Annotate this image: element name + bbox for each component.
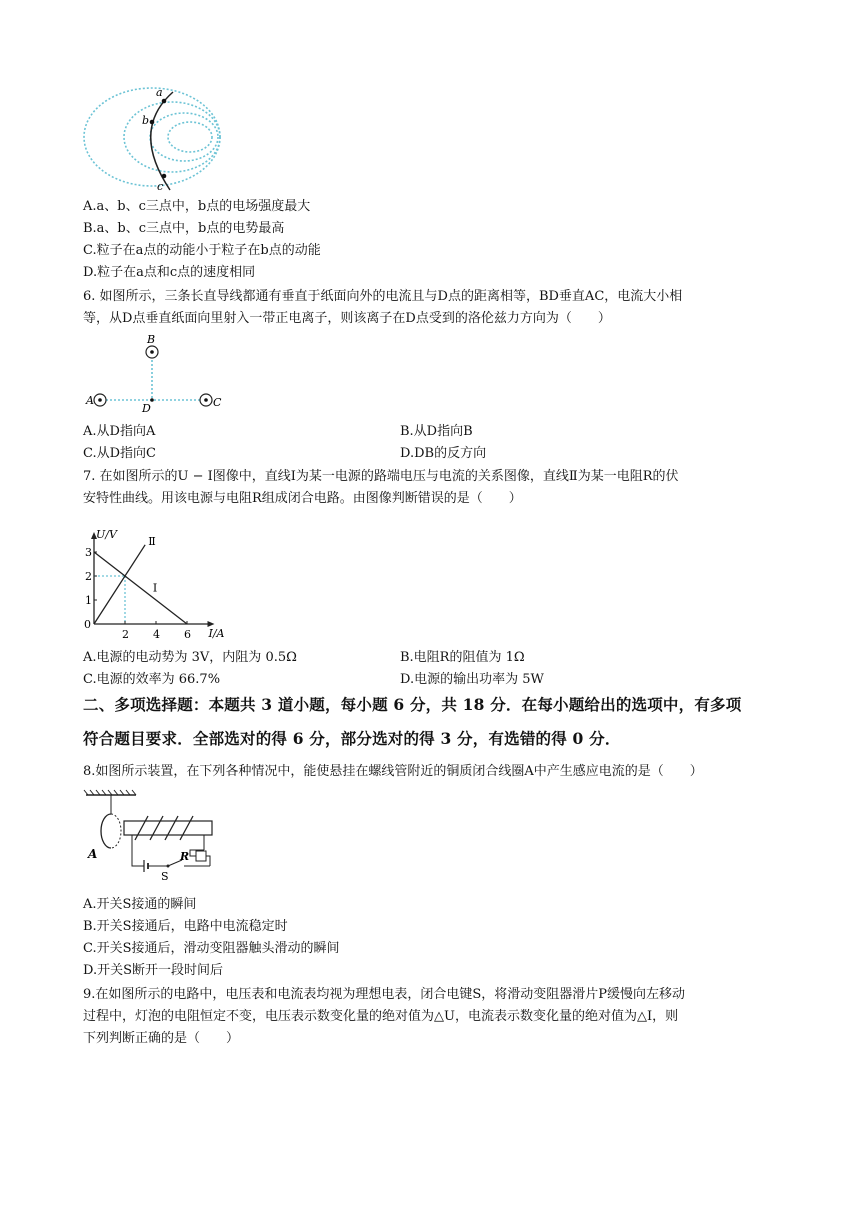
q8-option-a: A.开关S接通的瞬间 xyxy=(83,897,197,912)
label-c: c xyxy=(157,180,164,193)
q6-stem-line2: 等，从D点垂直纸面向里射入一带正电离子，则该离子在D点受到的洛伦兹力方向为（ ） xyxy=(83,311,611,326)
q9-stem-line1: 9.在如图所示的电路中，电压表和电流表均视为理想电表，闭合电键S，将滑动变阻器滑片P缓慢向左移动 xyxy=(83,987,686,1002)
q8-solenoid-figure xyxy=(0,788,860,888)
label-A: A xyxy=(86,394,94,407)
q7-ui-chart xyxy=(0,512,860,642)
series-line-2 xyxy=(94,545,145,624)
q7-option-c: C.电源的效率为 66.7% xyxy=(83,672,221,687)
y-tick-label: 3 xyxy=(85,546,92,559)
section2-header-line1: 二、多项选择题：本题共 3 道小题，每小题 6 分，共 18 分．在每小题给出的选项中，有多项 xyxy=(83,695,742,714)
q6-option-c: C.从D指向C xyxy=(83,446,156,461)
q7-option-b: B.电阻R的阻值为 1Ω xyxy=(400,650,525,665)
q8-option-b: B.开关S接通后，电路中电流稳定时 xyxy=(83,919,288,934)
q5-field-figure xyxy=(0,0,860,200)
q8-stem: 8.如图所示装置，在下列各种情况中，能使悬挂在螺线管附近的铜质闭合线圈A中产生感应电流的是（ ） xyxy=(83,764,703,779)
series-label-2: Ⅱ xyxy=(148,534,156,548)
label-B: B xyxy=(147,333,156,346)
label-coil-A: A xyxy=(88,847,98,861)
q7-stem-line2: 安特性曲线。用该电源与电阻R组成闭合电路。由图像判断错误的是（ ） xyxy=(83,491,522,506)
x-tick-label: 2 xyxy=(122,628,129,641)
q6-wires-figure xyxy=(0,330,860,430)
label-C: C xyxy=(213,396,222,409)
y-tick-label: 2 xyxy=(85,570,92,583)
y-tick-label: 1 xyxy=(85,594,92,607)
origin-label: 0 xyxy=(84,618,91,631)
q8-option-d: D.开关S断开一段时间后 xyxy=(83,963,223,978)
q5-option-b: B.a、b、c三点中，b点的电势最高 xyxy=(83,221,285,236)
label-a: a xyxy=(156,86,163,99)
q6-option-a: A.从D指向A xyxy=(83,424,156,439)
q8-option-c: C.开关S接通后，滑动变阻器触头滑动的瞬间 xyxy=(83,941,340,956)
series-label-1: Ⅰ xyxy=(152,581,158,595)
label-R: R xyxy=(180,850,190,863)
x-tick-label: 6 xyxy=(184,628,191,641)
x-tick-label: 4 xyxy=(153,628,160,641)
y-axis-label: U/V xyxy=(96,528,117,541)
label-b: b xyxy=(142,114,150,127)
q5-option-a: A.a、b、c三点中，b点的电场强度最大 xyxy=(83,199,311,214)
q9-stem-line2: 过程中，灯泡的电阻恒定不变，电压表示数变化量的绝对值为△U，电流表示数变化量的绝对值为△I，则 xyxy=(83,1009,679,1024)
q6-option-b: B.从D指向B xyxy=(400,424,473,439)
q5-option-d: D.粒子在a点和c点的速度相同 xyxy=(83,265,256,280)
q5-option-c: C.粒子在a点的动能小于粒子在b点的动能 xyxy=(83,243,321,258)
x-axis-label: I/A xyxy=(208,627,225,640)
q7-stem-line1: 7. 在如图所示的U − I图像中，直线Ⅰ为某一电源的路端电压与电流的关系图像，直线Ⅱ为某一电阻R的伏 xyxy=(83,469,679,484)
label-S: S xyxy=(161,870,169,883)
q7-option-d: D.电源的输出功率为 5W xyxy=(400,672,544,687)
section2-header-line2: 符合题目要求．全部选对的得 6 分，部分选对的得 3 分，有选错的得 0 分． xyxy=(83,729,621,748)
q6-option-d: D.DB的反方向 xyxy=(400,446,487,461)
q7-option-a: A.电源的电动势为 3V，内阻为 0.5Ω xyxy=(83,650,297,665)
series-line-1 xyxy=(94,552,187,624)
label-D: D xyxy=(142,402,151,415)
q6-stem-line1: 6. 如图所示，三条长直导线都通有垂直于纸面向外的电流且与D点的距离相等，BD垂直AC，电流大小相 xyxy=(83,289,683,304)
q9-stem-line3: 下列判断正确的是（ ） xyxy=(83,1031,240,1046)
